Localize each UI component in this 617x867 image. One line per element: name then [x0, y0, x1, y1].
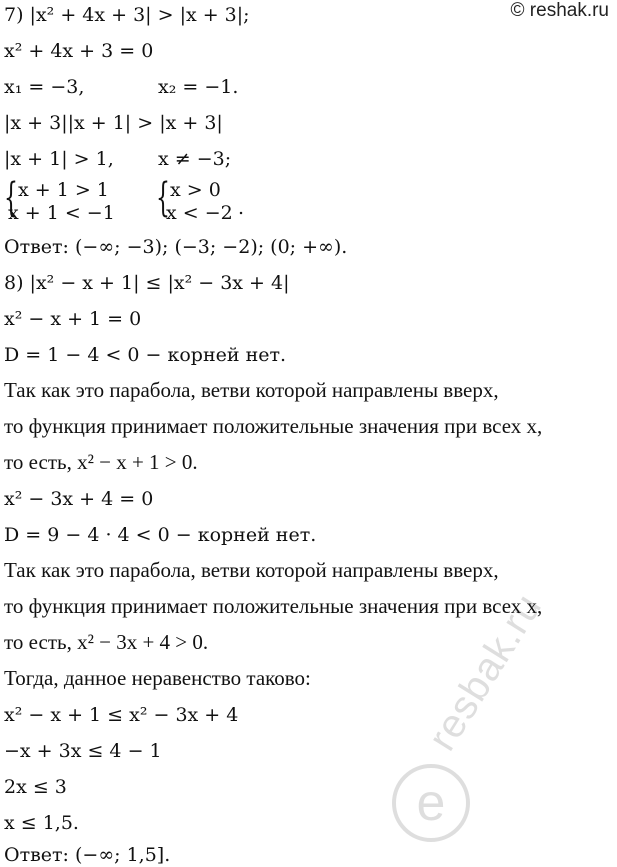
root-x1: x₁ = −3, — [4, 76, 85, 98]
conclusion-line: то есть, x² − 3x + 4 > 0. — [4, 630, 209, 654]
exclusion-condition: x ≠ −3; — [158, 148, 232, 170]
system-2-row-1: x > 0 — [170, 179, 221, 201]
explanation-line: Так как это парабола, ветви которой направлены вверх, — [4, 558, 499, 582]
system-2-row-2: x < −2 — [166, 202, 233, 224]
explanation-line: то функция принимает положительные значения при всех x, — [4, 414, 543, 438]
problem-8-statement: 8) |x² − x + 1| ≤ |x² − 3x + 4| — [4, 272, 290, 294]
system-2-brace: { — [156, 175, 170, 221]
discriminant-line: D = 1 − 4 < 0 − корней нет. — [4, 344, 287, 366]
answer-8: Ответ: (−∞; 1,5]. — [4, 844, 171, 866]
conclusion-line: то есть, x² − x + 1 > 0. — [4, 450, 198, 474]
explanation-line: Так как это парабола, ветви которой направлены вверх, — [4, 378, 499, 402]
reduced-inequality: |x + 1| > 1, — [4, 148, 114, 170]
inequality-line: −x + 3x ≤ 4 − 1 — [4, 740, 162, 762]
problem-7-statement: 7) |x² + 4x + 3| > |x + 3|; — [4, 4, 250, 26]
factored-inequality: |x + 3||x + 1| > |x + 3| — [4, 112, 223, 134]
equation-line: x² + 4x + 3 = 0 — [4, 40, 154, 62]
explanation-line: то функция принимает положительные значения при всех x, — [4, 594, 543, 618]
system-1-row-1: x + 1 > 1 — [18, 179, 109, 201]
inequality-line: x² − x + 1 ≤ x² − 3x + 4 — [4, 704, 239, 726]
watermark-text: resbak.ru — [420, 585, 551, 759]
equation-line: x² − 3x + 4 = 0 — [4, 488, 154, 510]
root-x2: x₂ = −1. — [158, 76, 239, 98]
discriminant-line: D = 9 − 4 · 4 < 0 − корней нет. — [4, 524, 317, 546]
watermark-logo: е — [392, 764, 470, 842]
system-1-brace: { — [4, 175, 18, 221]
inequality-line: x ≤ 1,5. — [4, 812, 79, 834]
system-2-dot: . — [238, 197, 245, 219]
inequality-line: 2x ≤ 3 — [4, 776, 67, 798]
answer-7: Ответ: (−∞; −3); (−3; −2); (0; +∞). — [4, 236, 348, 258]
explanation-line: Тогда, данное неравенство таково: — [4, 666, 311, 690]
copyright: © reshak.ru — [510, 0, 609, 21]
system-1-row-2: x + 1 < −1 — [8, 202, 115, 224]
equation-line: x² − x + 1 = 0 — [4, 308, 142, 330]
